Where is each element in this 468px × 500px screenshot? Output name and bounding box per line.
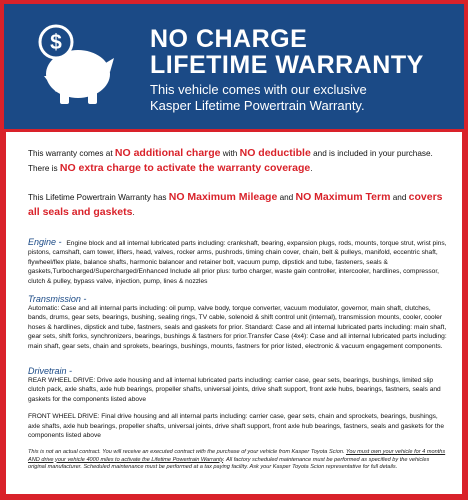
disclaimer-text: . All factory scheduled maintenance must be performed as specified by the vehicles original manufacturer. Scheduled maintenance must be performed at a tax paying facility. Ask your Kasper Toyota Scion representative for full details. <box>28 456 430 471</box>
highlight: NO extra charge to activate the warranty coverage <box>59 162 311 174</box>
piggy-bank-dollar-icon <box>20 18 116 114</box>
transmission-body: Automatic: Case and all internal parts including: oil pump, valve body, torque converter, vacuum modulator, governor, main shaft, clutches, bands, drums, gear sets, bearings, bushing, sealing rings, TV cable, solenoid & shift control unit (internal), transmission mounts, cooler, cooler hoses & hardlines, dipstick and tube, fastners, seals and gaskets for prior. Standard: Case and all internal lubricated parts including: main shaft, gear sets, shift forks, synchronizers, bearings, bushings & fastners for prior.Transfer Case (4x4): Case and all internal lubricated parts including: main shaft, gear sets, chain and sprokets, bearings, bushings, mounts, fastners for prior listed, electronic & vacuum engagement components. <box>28 305 447 350</box>
headline-line-2: LIFETIME WARRANTY <box>150 51 424 79</box>
drivetrain-title: Drivetrain - <box>28 366 73 376</box>
engine-text: Engine block and all internal lubricated parts including: crankshaft, bearing, expansion plugs, rods, mounts, torque strut, wrist pins, pistons, camshaft, cam tower, lifters, head, valves, rocker arms, pushrods, timing chain cover, chain, belt & pulleys, manifold, eccentric shaft, flywheel/flex plate, balance shafts, harmonic balancer and retainer bolt, vacuum pump, dipstick and tube, fasteners, seals & gaskets,Turbocharged/Supercharged/Enhanced Include all prior plus: turbo charger, waste gain controller, intercooler, hardlines, compressor, clutch & pulley, bypass valve, injection, pump, lines & nozzles <box>28 240 447 285</box>
header-banner <box>4 4 464 132</box>
drivetrain-section <box>28 366 448 440</box>
disclaimer-text: This is not an actual contract. You will receive an executed contract with the purchase of your vehicle from Kasper Toyota Scion. <box>28 449 346 455</box>
text: . <box>132 208 135 217</box>
text: and <box>277 193 296 202</box>
subtitle-line-1: This vehicle comes with our exclusive <box>150 82 367 97</box>
disclaimer-underlined: You must own your vehicle for 4 months AND drive your vehicle 4000 miles to activate the Lifetime Powertrain Warranty <box>28 449 446 463</box>
headline-line-1: NO CHARGE <box>150 25 308 53</box>
highlight: covers all seals and gaskets <box>28 191 443 218</box>
engine-body <box>28 238 448 286</box>
text: and <box>390 193 409 202</box>
text: . <box>310 164 313 173</box>
engine-section <box>28 238 448 286</box>
highlight: NO additional charge <box>114 147 221 159</box>
highlight: NO Maximum Term <box>295 191 391 203</box>
engine-title: Engine - <box>28 237 62 247</box>
rear-wheel-drive-text: REAR WHEEL DRIVE: Drive axle housing and all internal lubricated parts including: carrier case, gear sets, bearings, bushings, limited slip clutch pack, axle shafts, axle hub bearings, propeller shafts, universal joints, drive shaft support, front axle hubs, bearings, fastners, seals and gaskets for the components listed above <box>28 377 441 403</box>
intro-section <box>28 146 448 220</box>
text: This warranty comes at <box>28 149 115 158</box>
subtitle-line-2: Kasper Lifetime Powertrain Warranty. <box>150 98 365 113</box>
text: with <box>220 149 240 158</box>
disclaimer <box>28 449 448 472</box>
transmission-title: Transmission - <box>28 294 87 304</box>
highlight: NO Maximum Mileage <box>168 191 278 203</box>
text: This Lifetime Powertrain Warranty has <box>28 193 169 202</box>
front-wheel-drive-text: FRONT WHEEL DRIVE: Final drive housing and all internal parts including: carrier case, gear sets, chain and sprockets, bearings, bushings, axle shafts, axle hub bearings, propeller shafts, universal joints, drive shaft support, front axle hub bearings, fastners, seals and gaskets for the components listed above <box>28 413 445 440</box>
intro-paragraph-2 <box>28 190 448 220</box>
highlight: NO deductible <box>239 147 311 159</box>
svg-text:$: $ <box>50 31 62 54</box>
transmission-section <box>28 294 448 351</box>
text: and is included in your purchase. There is <box>28 149 433 173</box>
intro-paragraph-1 <box>28 146 448 176</box>
